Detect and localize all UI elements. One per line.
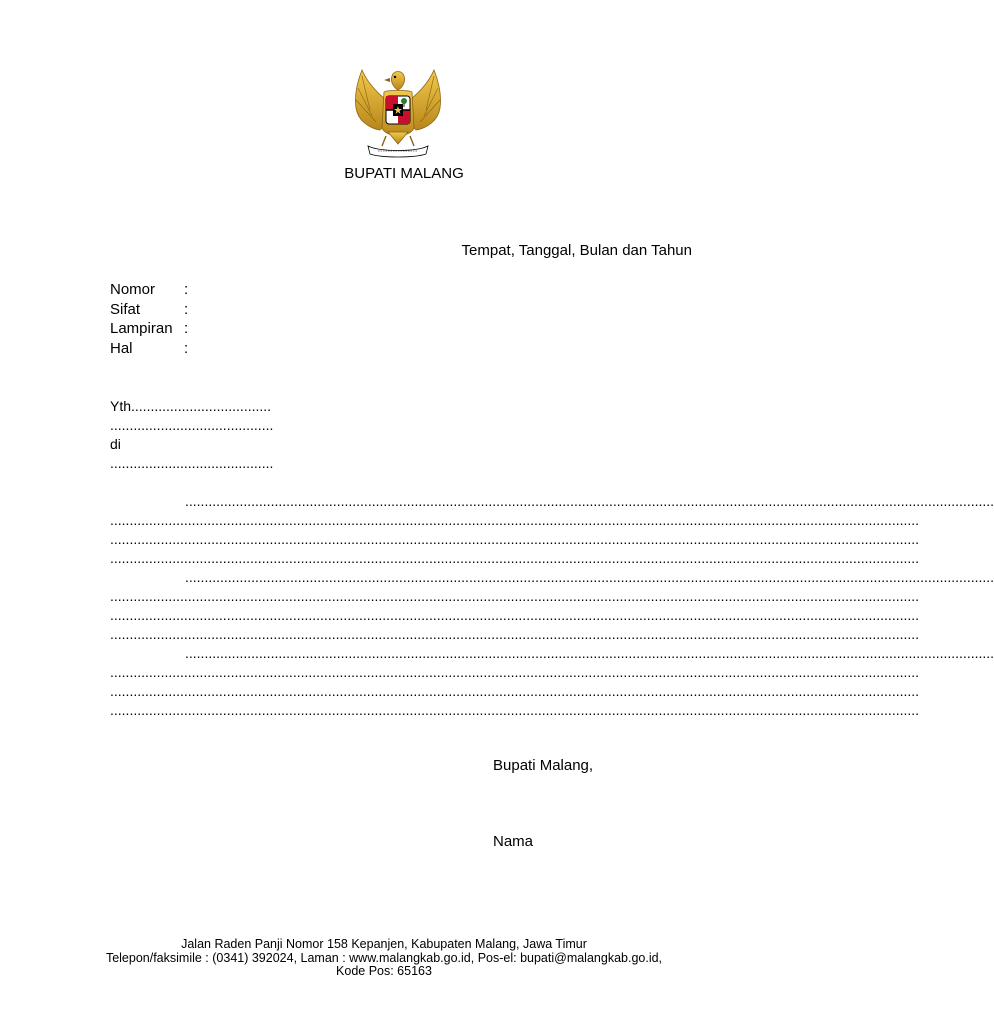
recipient-line: .......................................... — [110, 417, 274, 433]
meta-row-nomor — [110, 280, 188, 300]
letter-footer — [0, 938, 768, 979]
place-date: Tempat, Tanggal, Bulan dan Tahun — [461, 242, 692, 259]
signer-name: Nama — [493, 833, 534, 850]
meta-separator: : — [184, 320, 189, 337]
body-line: ................................................................................................................................................................................................................ — [110, 588, 920, 604]
footer-contact: Telepon/faksimile : (0341) 392024, Laman : www.malangkab.go.id, Pos-el: bupati@malangkab.go.id, — [105, 950, 663, 965]
letter-title: BUPATI MALANG — [344, 165, 464, 182]
recipient-line: Yth.................................... — [110, 398, 272, 414]
recipient-block — [110, 397, 273, 473]
letter-meta — [110, 280, 188, 358]
meta-label: Nomor — [110, 281, 156, 298]
meta-label: Lampiran — [110, 320, 173, 337]
body-line: ................................................................................................................................................................................................................ — [185, 569, 994, 585]
body-line: ................................................................................................................................................................................................................ — [185, 493, 994, 509]
recipient-line: di — [110, 436, 121, 452]
meta-row-lampiran — [110, 319, 188, 339]
body-line: ................................................................................................................................................................................................................ — [110, 607, 920, 623]
body-line: ................................................................................................................................................................................................................ — [110, 512, 920, 528]
body-line: ................................................................................................................................................................................................................ — [110, 550, 920, 566]
body-line: ................................................................................................................................................................................................................ — [110, 683, 920, 699]
letter-body — [110, 492, 994, 720]
meta-label: Sifat — [110, 300, 141, 318]
meta-row-sifat — [110, 300, 188, 320]
body-line: ................................................................................................................................................................................................................ — [110, 626, 920, 642]
body-line: ................................................................................................................................................................................................................ — [110, 531, 920, 547]
garuda-emblem-icon — [350, 66, 446, 158]
footer-postcode: Kode Pos: 65163 — [336, 964, 432, 978]
footer-address: Jalan Raden Panji Nomor 158 Kepanjen, Kabupaten Malang, Jawa Timur — [181, 937, 587, 951]
meta-separator: : — [184, 339, 189, 357]
meta-separator: : — [184, 281, 189, 298]
meta-separator: : — [184, 300, 189, 318]
body-line: ................................................................................................................................................................................................................ — [185, 645, 994, 661]
meta-label: Hal — [110, 339, 133, 357]
body-line: ................................................................................................................................................................................................................ — [110, 702, 920, 718]
meta-row-hal — [110, 339, 188, 359]
body-line: ................................................................................................................................................................................................................ — [110, 664, 920, 680]
recipient-line: .......................................... — [110, 455, 274, 471]
closing-title: Bupati Malang, — [493, 757, 594, 774]
